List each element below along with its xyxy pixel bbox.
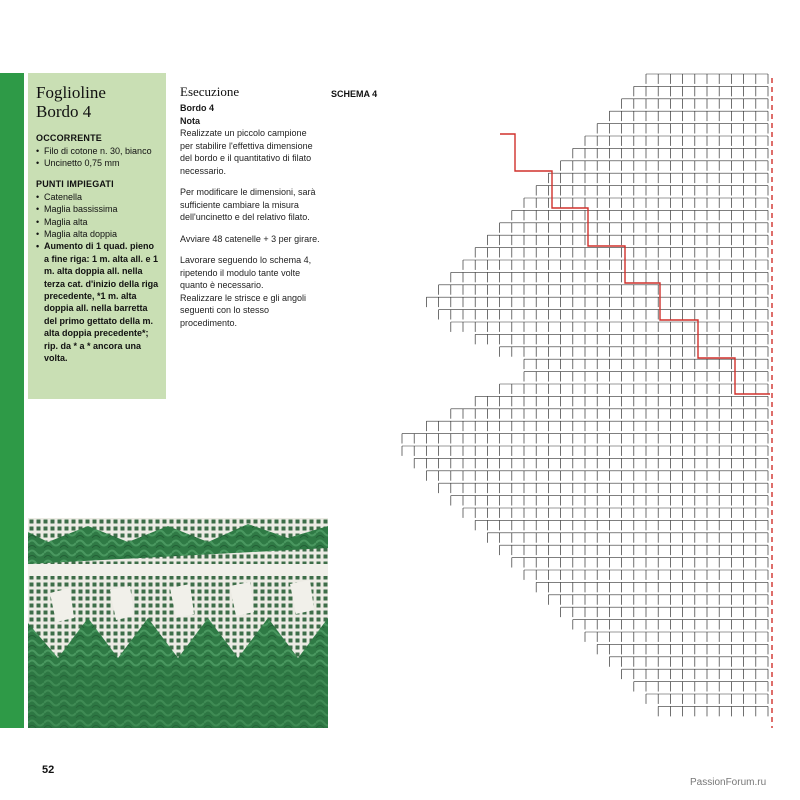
- watermark: PassionForum.ru: [690, 777, 767, 788]
- paragraph: Realizzare le strisce e gli angoli seguenti con lo stesso procedimento.: [180, 292, 307, 328]
- occorrente-heading: OCCORRENTE: [36, 133, 103, 143]
- chart-grid: [402, 74, 768, 716]
- pattern-title: [36, 83, 160, 121]
- list-item: • Uncinetto 0,75 mm: [34, 157, 160, 169]
- list-item: • Maglia alta doppia: [34, 228, 160, 240]
- pattern-title-line2: Bordo 4: [36, 102, 92, 121]
- occorrente-list: [34, 145, 160, 170]
- punti-list: [34, 191, 160, 365]
- execution-title: Esecuzione: [180, 84, 240, 99]
- execution-subtitle: Bordo 4: [180, 103, 215, 113]
- paragraph: Realizzate un piccolo campione per stabilire l'effettiva dimensione del bordo e il quantitativo di filato necessario.: [180, 128, 313, 176]
- list-item: • Maglia bassissima: [34, 203, 160, 215]
- punti-heading: PUNTI IMPIEGATI: [36, 178, 114, 189]
- list-item: • Filo di cotone n. 30, bianco: [34, 145, 160, 157]
- list-item: • Maglia alta: [34, 216, 160, 228]
- crochet-chart: [400, 68, 782, 730]
- paragraph: Avviare 48 catenelle + 3 per girare.: [180, 233, 320, 244]
- lace-image: [28, 518, 328, 728]
- schema-label: SCHEMA 4: [331, 89, 378, 99]
- list-item: • Catenella: [34, 191, 160, 203]
- list-item: • Aumento di 1 quad. pieno a fine riga: 1 m. alta all. e 1 m. alta doppia all. nella terza cat. d'inizio della riga precedente, *1 m. alta doppia all. nella barretta del primo gettato della m. alta doppia precedente*; rip. da * a * ancora una volta.: [34, 240, 160, 364]
- lace-photo: [28, 518, 328, 728]
- page-number: 52: [42, 764, 55, 776]
- pattern-title-line1: Foglioline: [36, 83, 106, 102]
- paragraph: Per modificare le dimensioni, sarà sufficiente cambiare la misura dell'uncinetto e del relativo filato.: [180, 187, 316, 222]
- materials-sidebar: [28, 73, 166, 399]
- paragraph: Lavorare seguendo lo schema 4, ripetendo il modulo tante volte quanto è necessario.: [180, 255, 312, 290]
- green-accent-bar: [0, 73, 24, 728]
- note-label: Nota: [180, 115, 200, 126]
- execution-section: [180, 84, 320, 338]
